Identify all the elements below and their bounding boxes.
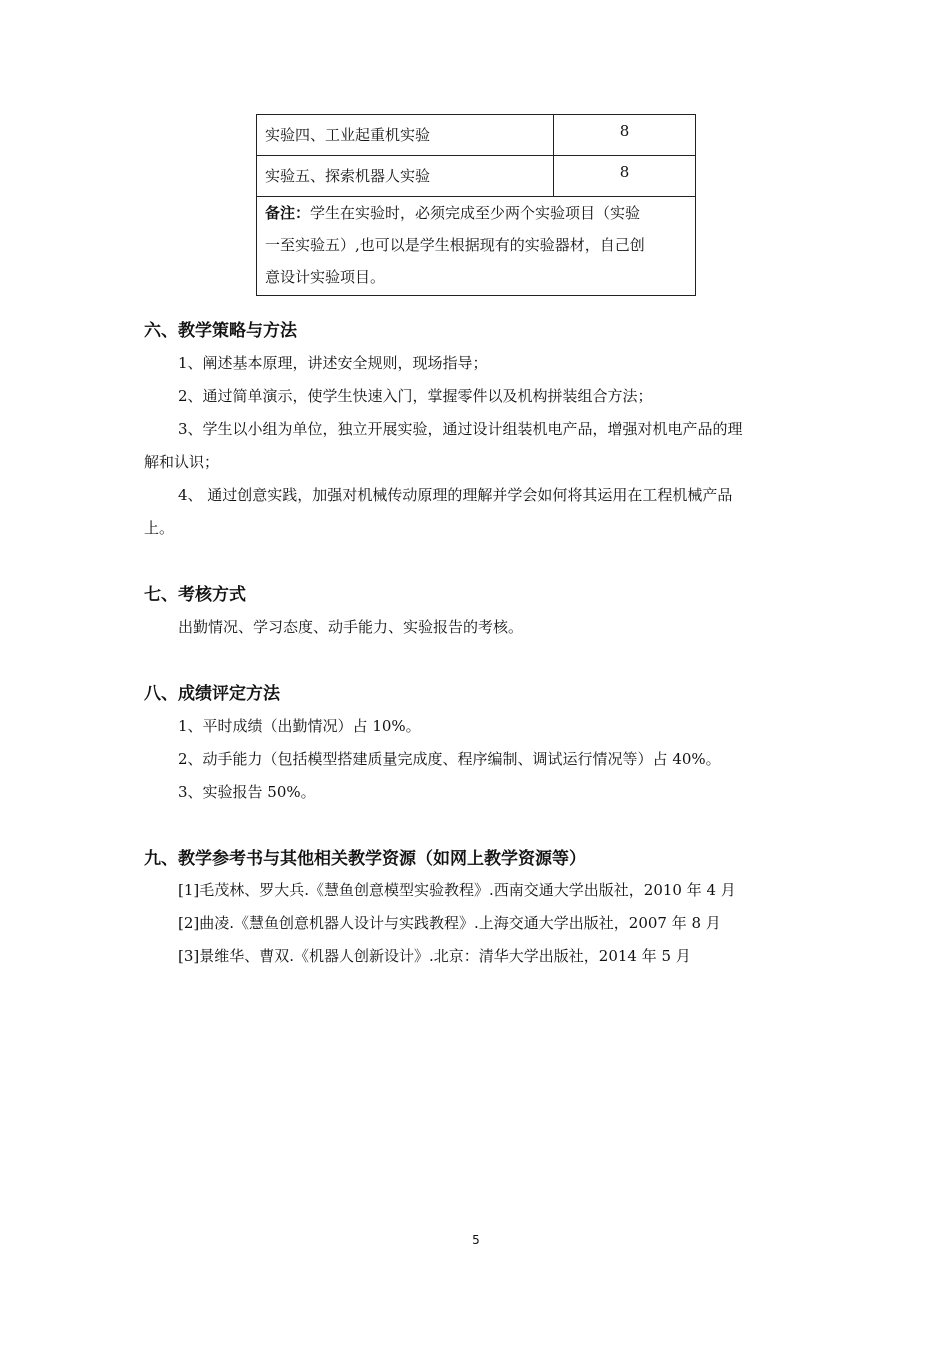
section-title: 八、成绩评定方法 (144, 684, 280, 704)
section-title: 六、教学策略与方法 (144, 321, 297, 341)
paragraph-line: 1、阐述基本原理，讲述安全规则，现场指导； (178, 354, 488, 372)
experiment-hours: 8 (554, 156, 696, 197)
experiment-table (256, 114, 696, 296)
table-row (257, 156, 696, 197)
note-label: 备注： (265, 204, 311, 222)
paragraph-line: 4、 通过创意实践，加强对机械传动原理的理解并学会如何将其运用在工程机械产品 (178, 486, 733, 504)
paragraph-line: 1、平时成绩（出勤情况）占 10%。 (178, 717, 421, 735)
page-number: 5 (472, 1233, 480, 1247)
paragraph-line: 3、学生以小组为单位，独立开展实验，通过设计组装机电产品，增强对机电产品的理 (178, 420, 743, 438)
experiment-name: 实验五、探索机器人实验 (257, 156, 554, 197)
reference-item: [3]景维华、曹双.《机器人创新设计》.北京：清华大学出版社，2014 年 5 月 (178, 947, 691, 965)
table-note (257, 197, 696, 296)
reference-item: [1]毛茂林、罗大兵.《慧鱼创意模型实验教程》.西南交通大学出版社，2010 年 4 月 (178, 881, 736, 899)
experiment-hours: 8 (554, 115, 696, 156)
table-row (257, 115, 696, 156)
note-line: 学生在实验时，必须完成至少两个实验项目（实验 (310, 204, 641, 222)
section-title: 七、考核方式 (144, 585, 246, 605)
section-title: 九、教学参考书与其他相关教学资源（如网上教学资源等） (144, 849, 586, 869)
paragraph-line: 2、动手能力（包括模型搭建质量完成度、程序编制、调试运行情况等）占 40%。 (178, 750, 721, 768)
note-line: 一至实验五）,也可以是学生根据现有的实验器材，自己创 (265, 236, 645, 254)
table-note-row (257, 197, 696, 296)
paragraph-line: 解和认识； (144, 453, 220, 471)
paragraph-line: 3、实验报告 50%。 (178, 783, 316, 801)
note-line: 意设计实验项目。 (265, 268, 386, 286)
paragraph-line: 2、通过简单演示，使学生快速入门，掌握零件以及机构拼装组合方法； (178, 387, 653, 405)
experiment-name: 实验四、工业起重机实验 (257, 115, 554, 156)
paragraph-line: 上。 (144, 519, 175, 537)
paragraph-line: 出勤情况、学习态度、动手能力、实验报告的考核。 (178, 618, 524, 636)
reference-item: [2]曲凌.《慧鱼创意机器人设计与实践教程》.上海交通大学出版社，2007 年 8 月 (178, 914, 721, 932)
